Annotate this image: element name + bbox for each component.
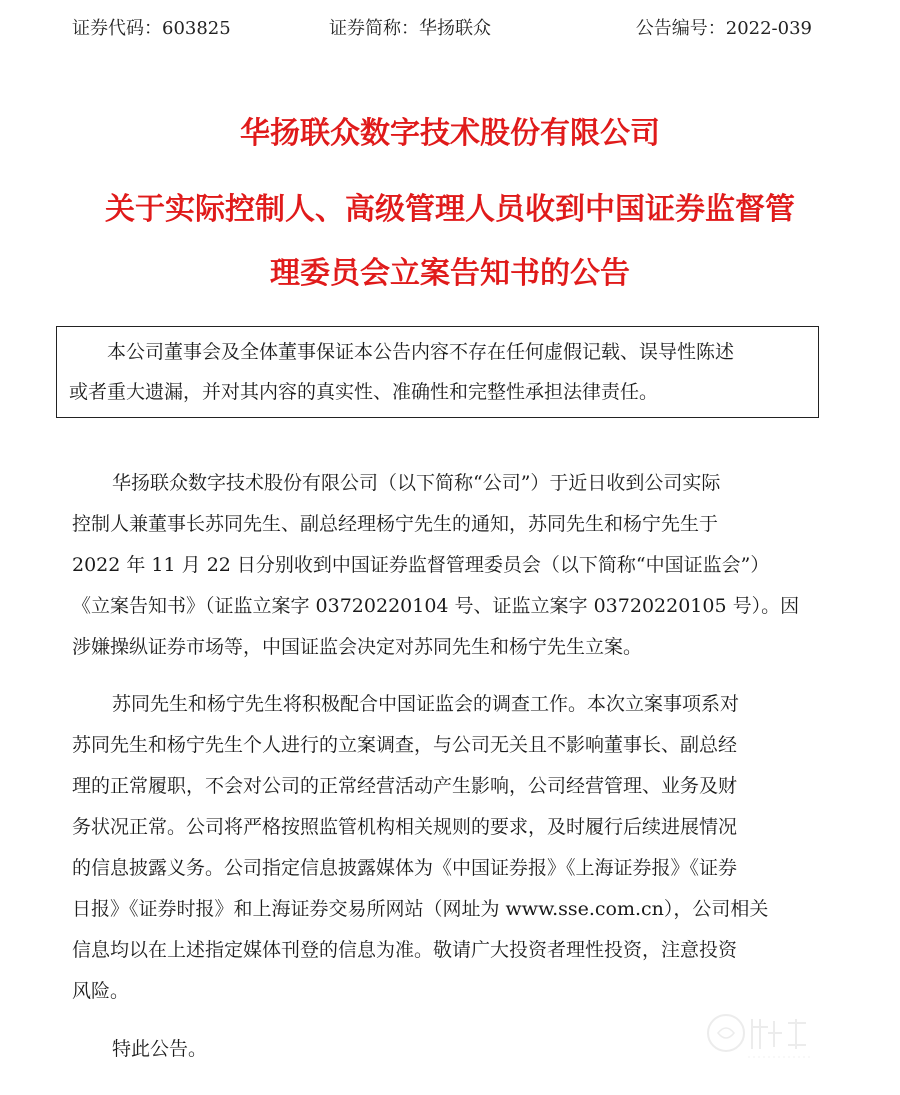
announcement-title-line-1: 关于实际控制人、高级管理人员收到中国证券监督管 (105, 192, 795, 227)
company-title: 华扬联众数字技术股份有限公司 (240, 116, 660, 151)
closing-statement: 特此公告。 (112, 1038, 208, 1060)
paragraph-line: 风险。 (72, 980, 130, 1002)
watermark-logo (704, 1005, 824, 1065)
paragraph-line: 日报》《证券时报》和上海证券交易所网站（网址为 www.sse.com.cn），公司相关 (72, 898, 769, 920)
board-guarantee-statement (56, 326, 819, 418)
paragraph-line: 涉嫌操纵证券市场等，中国证监会决定对苏同先生和杨宁先生立案。 (72, 636, 643, 658)
statement-line: 或者重大遗漏，并对其内容的真实性、准确性和完整性承担法律责任。 (69, 381, 659, 403)
paragraph-line: 的信息披露义务。公司指定信息披露媒体为《中国证券报》《上海证券报》《证券 (72, 857, 738, 879)
paragraph-line: 信息均以在上述指定媒体刊登的信息为准。敬请广大投资者理性投资，注意投资 (72, 939, 738, 961)
chat-bubble-logo-icon (704, 1005, 824, 1065)
stock-short-name: 证券简称：华扬联众 (329, 18, 491, 39)
paragraph-line: 苏同先生和杨宁先生将积极配合中国证监会的调查工作。本次立案事项系对 (112, 693, 740, 715)
paragraph-line: 华扬联众数字技术股份有限公司（以下简称“公司”）于近日收到公司实际 (112, 472, 721, 494)
announcement-header (72, 14, 812, 44)
statement-line: 本公司董事会及全体董事保证本公告内容不存在任何虚假记载、误导性陈述 (107, 341, 735, 363)
paragraph-line: 务状况正常。公司将严格按照监管机构相关规则的要求，及时履行后续进展情况 (72, 816, 738, 838)
paragraph-line: 控制人兼董事长苏同先生、副总经理杨宁先生的通知，苏同先生和杨宁先生于 (72, 513, 719, 535)
paragraph-line: 苏同先生和杨宁先生个人进行的立案调查，与公司无关且不影响董事长、副总经 (72, 734, 738, 756)
paragraph-line: 2022 年 11 月 22 日分别收到中国证券监督管理委员会（以下简称“中国证监会”） (72, 554, 770, 576)
paragraph-line: 理的正常履职，不会对公司的正常经营活动产生影响，公司经营管理、业务及财 (72, 775, 738, 797)
stock-code: 证券代码：603825 (72, 18, 231, 39)
announcement-title-line-2: 理委员会立案告知书的公告 (270, 256, 630, 291)
paragraph-line: 《立案告知书》（证监立案字 03720220104 号、证监立案字 03720220105 号）。因 (72, 595, 800, 617)
announcement-number: 公告编号：2022-039 (635, 18, 812, 39)
